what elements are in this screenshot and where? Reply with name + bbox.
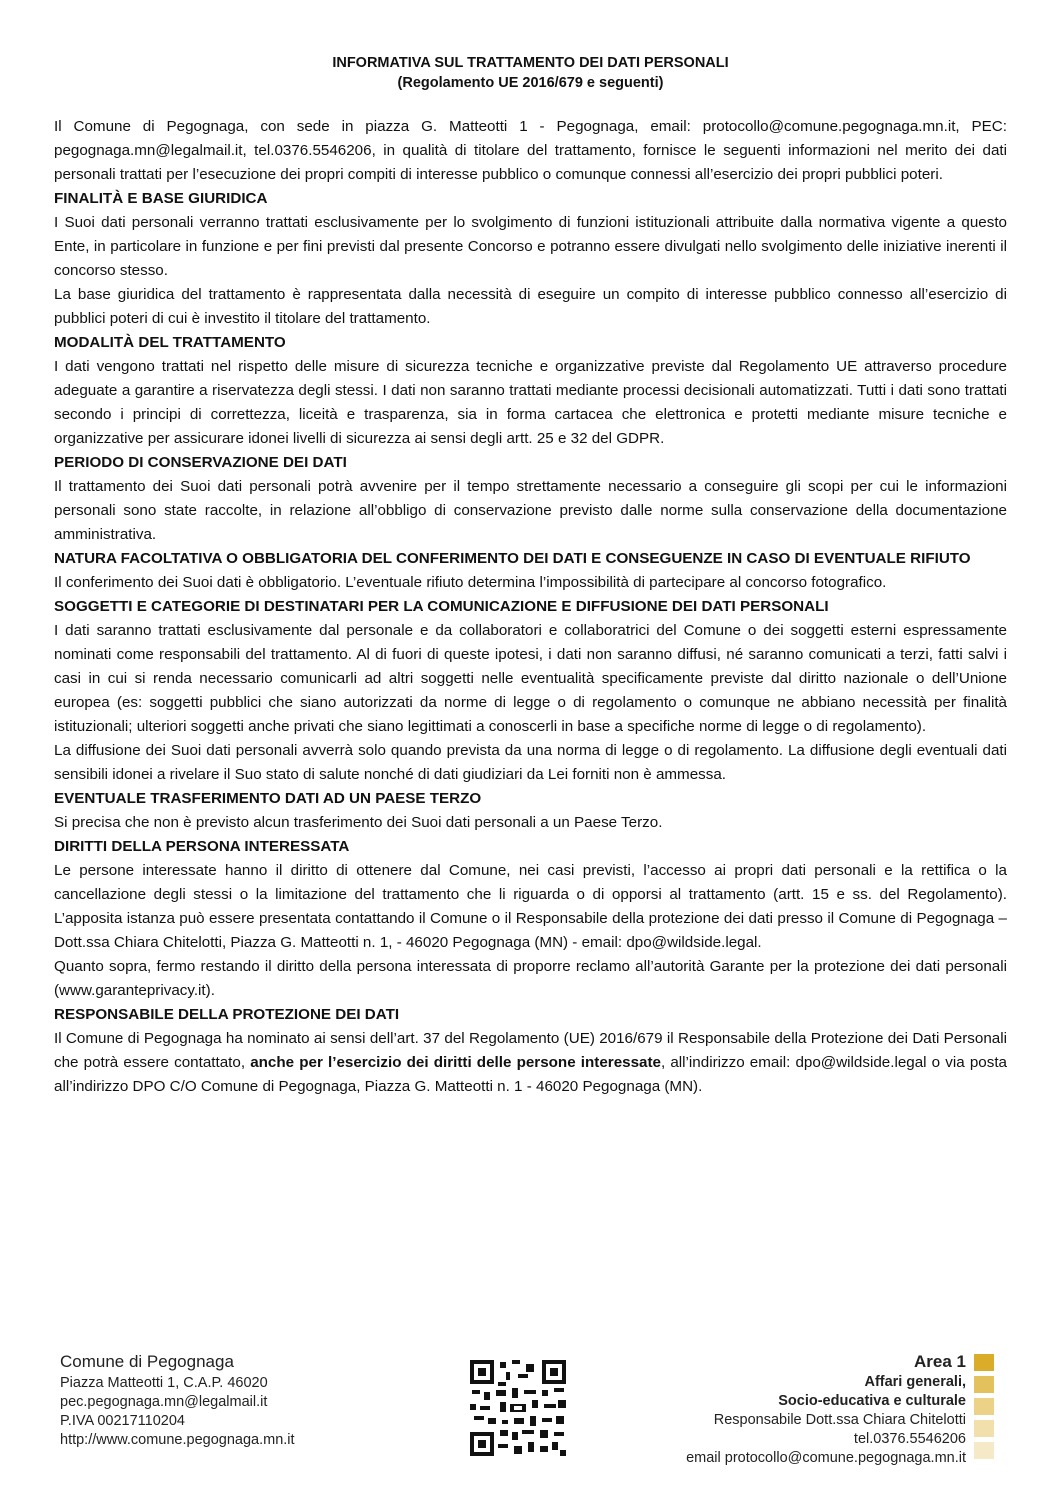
color-square	[974, 1398, 994, 1415]
document-body	[54, 115, 1007, 1099]
title-line-1: INFORMATIVA SUL TRATTAMENTO DEI DATI PERSONALI	[332, 55, 729, 71]
footer-piva: P.IVA 00217110204	[60, 1413, 185, 1429]
dpo-text-after: , all’indirizzo email: dpo@wildside.legal o via posta all’indirizzo DPO C/O Comune di Pegognaga, Piazza G. Matteotti n. 1 - 46020 Pegognaga (MN).	[54, 1054, 1007, 1095]
section-paragraph: Le persone interessate hanno il diritto di ottenere dal Comune, nei casi previsti, l’accesso ai propri dati personali e la rettifica o la cancellazione degli stessi o la limitazione del trattamento che li riguarda o di opporsi al trattamento (artt. 15 e ss. del Regolamento). L’apposita istanza può essere presentata contattando il Comune o il Responsabile della protezione dei dati presso il Comune di Pegognaga – Dott.ssa Chiara Chitelotti, Piazza G. Matteotti n. 1, - 46020 Pegognaga (MN) - email: dpo@wildside.legal.	[54, 862, 1007, 951]
section-paragraph: Il conferimento dei Suoi dati è obbligatorio. L’eventuale rifiuto determina l’impossibilità di partecipare al concorso fotografico.	[54, 574, 887, 591]
section-paragraph: Il trattamento dei Suoi dati personali potrà avvenire per il tempo strettamente necessario a conseguire gli scopi per cui le informazioni personali sono state raccolte, in relazione all’obbligo di conservazione previsto dalle norme sulla conservazione della documentazione amministrativa.	[54, 478, 1007, 543]
footer-comune-name: Comune di Pegognaga	[60, 1352, 234, 1371]
section-heading-natura: NATURA FACOLTATIVA O OBBLIGATORIA DEL CONFERIMENTO DEI DATI E CONSEGUENZE IN CASO DI EVENTUALE RIFIUTO	[54, 550, 971, 567]
section-heading-trasferimento: EVENTUALE TRASFERIMENTO DATI AD UN PAESE TERZO	[54, 790, 482, 807]
color-square	[974, 1420, 994, 1437]
footer-email-link[interactable]: email protocollo@comune.pegognaga.mn.it	[686, 1450, 966, 1466]
dpo-paragraph	[54, 1027, 1007, 1099]
footer-address: Piazza Matteotti 1, C.A.P. 46020	[60, 1375, 268, 1391]
section-heading-finalita: FINALITÀ E BASE GIURIDICA	[54, 190, 268, 207]
section-paragraph: I dati vengono trattati nel rispetto delle misure di sicurezza tecniche e organizzative previste dal Regolamento UE attraverso procedure adeguate a garantire a riservatezza degli stessi. I dati non saranno trattati mediante processi decisionali automatizzati. Tutti i dati sono trattati secondo i principi di correttezza, liceità e trasparenza, sia in forma cartacea che elettronica e protetti mediante misure tecniche e organizzative per assicurare idonei livelli di sicurezza ai sensi degli artt. 25 e 32 del GDPR.	[54, 358, 1007, 447]
dpo-text-bold: anche per l’esercizio dei diritti delle persone interessate	[250, 1054, 661, 1071]
document-title	[54, 53, 1007, 93]
section-heading-dpo: RESPONSABILE DELLA PROTEZIONE DEI DATI	[54, 1006, 400, 1023]
section-heading-modalita: MODALITÀ DEL TRATTAMENTO	[54, 334, 286, 351]
intro-paragraph: Il Comune di Pegognaga, con sede in piazza G. Matteotti 1 - Pegognaga, email: protocollo@comune.pegognaga.mn.it, PEC: pegognaga.mn@legalmail.it, tel.0376.5546206, in qualità di titolare del trattamento, fornisce le seguenti informazioni nel merito dei dati personali trattati per l’esecuzione dei propri compiti di interesse pubblico o comunque connessi all’esercizio dei propri pubblici poteri.	[54, 118, 1007, 183]
footer-area-line-1: Affari generali,	[864, 1374, 966, 1390]
color-square	[974, 1354, 994, 1371]
section-paragraph: La diffusione dei Suoi dati personali avverrà solo quando prevista da una norma di legge o di regolamento. La diffusione degli eventuali dati sensibili idonei a rivelare il Suo stato di salute nonché di dati giudiziari da Lei forniti non è ammessa.	[54, 742, 1007, 783]
dpo-text-before: Il Comune di Pegognaga ha nominato ai sensi dell’art. 37 del Regolamento (UE) 2016/679 il Responsabile della Protezione dei Dati Personali che potrà essere contattato,	[54, 1030, 1007, 1071]
qr-code-icon	[470, 1360, 566, 1456]
section-paragraph: La base giuridica del trattamento è rappresentata dalla necessità di eseguire un compito di interesse pubblico connesso all’esercizio di pubblici poteri di cui è investito il titolare del trattamento.	[54, 286, 1007, 327]
section-paragraph: I Suoi dati personali verranno trattati esclusivamente per lo svolgimento di funzioni istituzionali attribuite dalla normativa vigente a questo Ente, in particolare in funzione e per fini previsti dal presente Concorso e potranno essere divulgati nello svolgimento delle iniziative inerenti il concorso stesso.	[54, 214, 1007, 279]
footer-tel: tel.0376.5546206	[853, 1431, 966, 1447]
footer-area-title: Area 1	[914, 1352, 966, 1371]
footer-contact-block	[60, 1351, 295, 1450]
section-paragraph: I dati saranno trattati esclusivamente dal personale e da collaboratori e collaboratrici del Comune o dei soggetti esterni espressamente nominati come responsabili del trattamento. Al di fuori di queste ipotesi, i dati non saranno diffusi, né saranno comunicati a terzi, fatti salvi i casi in cui si renda necessario comunicarli ad altri soggetti nelle eventualità specificamente previste dal diritto nazionale o dell’Unione europea (es: soggetti pubblici che siano autorizzati da norme di legge o di regolamento o comunque ne abbiano necessità per finalità istituzionali; ulteriori soggetti anche privati che siano legittimati a conoscerli in base a specifiche norme di legge o di regolamento).	[54, 622, 1007, 735]
section-paragraph: Si precisa che non è previsto alcun trasferimento dei Suoi dati personali a un Paese Terzo.	[54, 814, 663, 831]
footer-area-block	[686, 1351, 966, 1468]
footer-website-link[interactable]: http://www.comune.pegognaga.mn.it	[60, 1432, 295, 1448]
footer-area-line-2: Socio-educativa e culturale	[778, 1393, 966, 1409]
footer-pec: pec.pegognaga.mn@legalmail.it	[60, 1394, 268, 1410]
color-square	[974, 1442, 994, 1459]
color-square	[974, 1376, 994, 1393]
section-heading-soggetti: SOGGETTI E CATEGORIE DI DESTINATARI PER LA COMUNICAZIONE E DIFFUSIONE DEI DATI PERSONALI	[54, 598, 829, 615]
title-line-2: (Regolamento UE 2016/679 e seguenti)	[397, 75, 664, 91]
section-paragraph: Quanto sopra, fermo restando il diritto della persona interessata di proporre reclamo all’autorità Garante per la protezione dei dati personali (www.garanteprivacy.it).	[54, 958, 1007, 999]
section-heading-diritti: DIRITTI DELLA PERSONA INTERESSATA	[54, 838, 350, 855]
document-page	[54, 53, 1007, 1099]
footer-responsabile: Responsabile Dott.ssa Chiara Chitelotti	[713, 1412, 966, 1428]
area-color-squares	[974, 1354, 994, 1464]
section-heading-periodo: PERIODO DI CONSERVAZIONE DEI DATI	[54, 454, 347, 471]
